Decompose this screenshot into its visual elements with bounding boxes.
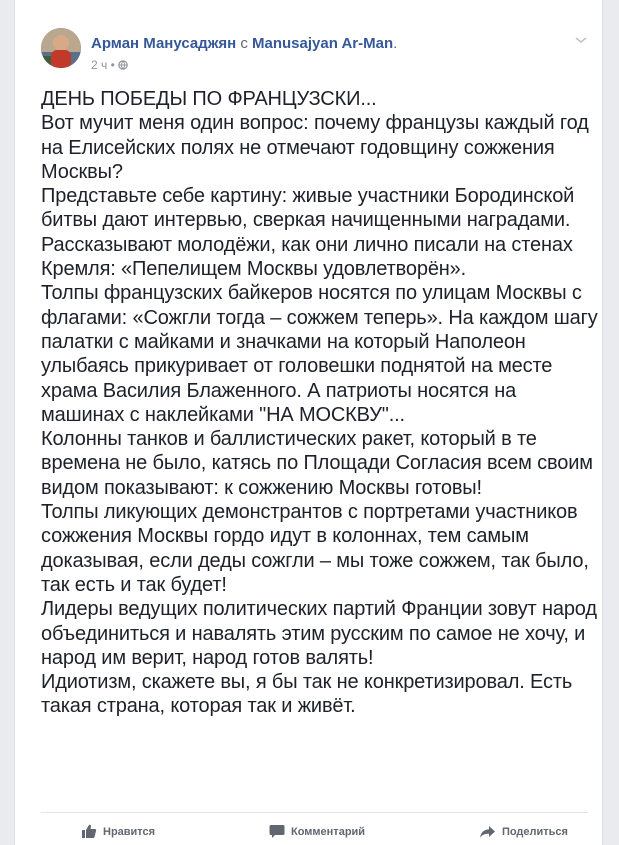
post-actions [41,818,588,845]
share-arrow-icon [479,825,496,839]
comment-label: Комментарий [290,825,366,838]
author-line [91,35,397,52]
post-paragraph: Толпы ликующих демонстрантов с портретами участников сожжения Москвы гордо идут в колоннах, тем самым доказывая, если деды сожгли – мы тоже сожжем, так было, так есть и так будет! [41,501,589,596]
avatar-image [41,28,81,68]
share-button[interactable] [479,825,568,839]
post-paragraph: Вот мучит меня один вопрос: почему французы каждый год на Елисейских полях не отмечают годовщину сожжения Москвы? [41,112,589,183]
like-button[interactable] [81,824,155,839]
post-paragraph: Толпы французских байкеров носятся по улицам Москвы с флагами: «Сожгли тогда – сожжем теперь». На каждом шагу палатки с майками и значками на который Наполеон улыбаясь прикуривает от головешки поднятой на месте храма Василия Блаженного. А патриоты носятся на машинах с наклейками "НА МОСКВУ"... [41,282,598,426]
thumbs-up-icon [81,824,97,839]
comment-button[interactable] [269,824,365,839]
post-paragraph: ДЕНЬ ПОБЕДЫ ПО ФРАНЦУЗСКИ... [41,88,377,110]
meta-dot: • [110,58,115,72]
post-paragraph: Колонны танков и баллистических ракет, который в те времена не было, катясь по Площади Согласия всем своим видом показывают: к сожжению Москвы готовы! [41,428,593,499]
tagged-suffix: . [393,35,398,52]
post-time[interactable]: 2 ч [91,58,108,72]
post-paragraph: Представьте себе картину: живые участники Бородинской битвы дают интервью, сверкая начищенными наградами. Рассказывают молодёжи, как они лично писали на стенах Кремля: «Пепелищем Москвы удовлетворён». [41,185,575,281]
comment-icon [269,824,285,839]
globe-icon [118,59,128,69]
chevron-down-icon[interactable] [574,32,588,42]
post-text [41,87,601,719]
share-label: Поделиться [501,825,568,838]
post-paragraph: Идиотизм, скажете вы, я бы так не конкретизировал. Есть такая страна, которая так и живёт. [41,671,573,718]
author-avatar[interactable] [41,28,81,68]
tagged-user[interactable]: Manusajyan Ar-Man [252,35,394,52]
post-card [14,0,603,845]
actions-divider [41,812,588,813]
post-header [41,28,588,78]
connector-text: с [240,35,248,52]
post-meta [91,58,128,72]
like-label: Нравится [103,825,156,838]
post-paragraph: Лидеры ведущих политических партий Франции зовут народ объединиться и навалять этим русским по самое не хочу, и народ им верит, народ готов валять! [41,598,597,669]
author-name[interactable]: Арман Манусаджян [91,35,237,52]
